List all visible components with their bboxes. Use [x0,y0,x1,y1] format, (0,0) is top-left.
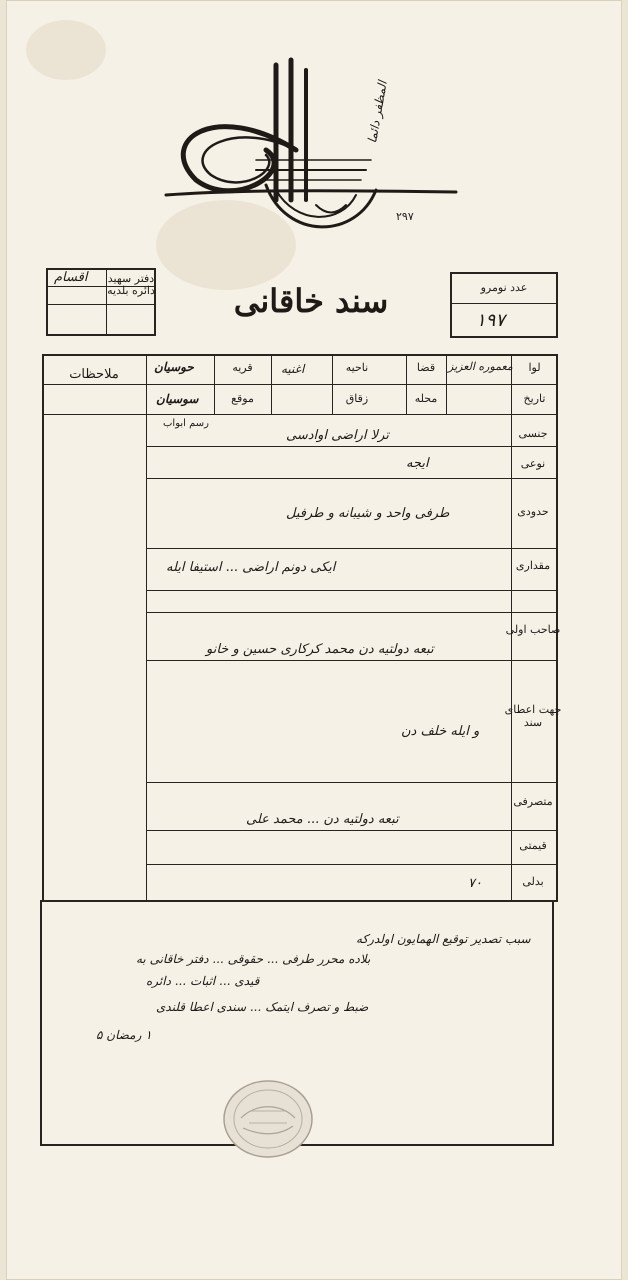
field-label: بدلی [522,875,544,888]
official-seal [221,1078,315,1160]
register-label: دفتر سهید دائره بلدیه [107,272,155,298]
field-label: حدودی [517,505,549,518]
register-value: اقسام [54,270,88,285]
liva-value: معموره العزیز [448,360,513,373]
field-value: تبعه دولتیه دن ... محمد علی [246,812,399,827]
document-title: سند خاقانی [233,282,389,320]
field-value: طرفی واحد و شیبانه و طرفیل [286,506,450,521]
field-value: ۷۰ [468,876,482,891]
field-value: تبعه دولتیه دن محمد کرکاری حسین و خانو [206,642,434,657]
zukak-label: زقاق [345,392,369,405]
field-label: جنسی [518,427,548,440]
field-label: قیمتی [519,839,547,852]
liva-label: لوا [528,361,541,374]
date-label: تاریخ [523,392,546,405]
footer-line: سبب تصدیر توقیع الهمایون اولدرکه [356,932,531,946]
field-label: مقداری [515,559,551,572]
kaza-label: قضا [416,361,436,374]
field-label: صاحب اولی [505,623,561,636]
side-note: رسم ابواب [163,418,209,429]
field-label: نوعی [520,457,546,470]
svg-text:۲۹۷: ۲۹۷ [396,210,414,223]
nahiye-label: ناحیه [345,361,369,374]
tughra-motto: المظفر دائما [365,79,390,145]
mevki-label: موقع [231,392,254,405]
field-value: ترلا اراضی اوادسی [286,428,389,443]
footer-date: ۱ رمضان ۵ [96,1028,152,1042]
nahiye-value: اغنیه [281,362,305,376]
footer-line: ضبط و تصرف ایتمک ... سندی اعطا قلندی [156,1000,369,1014]
mahalle-label: محله [414,392,438,405]
deed-document [6,0,622,1280]
field-value: و ایله خلف دن [401,724,480,739]
field-value: ایجه [406,456,429,471]
karye-value: حوسیان [154,360,194,374]
remarks-label: ملاحظات [69,367,119,382]
field-value: ایکی دونم اراضی ... استیفا ایله [166,560,336,575]
water-stain [26,20,106,80]
tughra-emblem [156,40,476,250]
field-label: جهت اعطای سند [504,703,562,729]
mevki-value: سوسیان [156,392,199,406]
serial-value: ۱۹۷ [476,310,506,331]
footer-line: بلاده محرر طرفی ... حقوقی ... دفتر خاقانی به [136,952,371,966]
serial-label: عدد نومرو [480,281,528,294]
karye-label: قریه [232,361,253,374]
field-label: متصرفی [513,795,553,808]
footer-line: قیدی ... اثبات ... دائره [146,974,260,988]
